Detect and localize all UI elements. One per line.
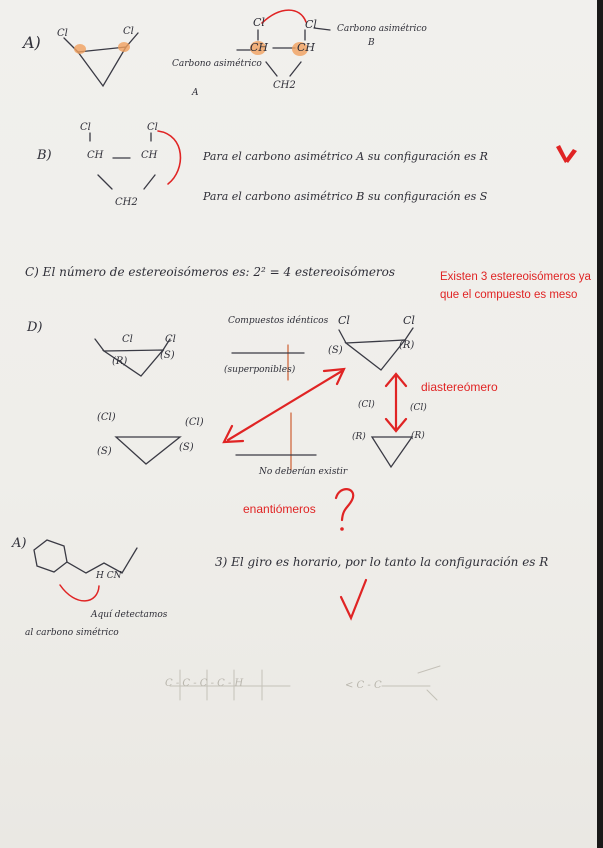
stereo-label: (Cl) bbox=[358, 400, 375, 410]
label-b-small: B bbox=[368, 38, 375, 48]
label-enantiomeros: enantiómeros bbox=[243, 502, 316, 516]
stereo-label: (Cl) bbox=[185, 417, 204, 428]
cl-label: Cl bbox=[253, 16, 265, 29]
stereo-label: (Cl) bbox=[97, 412, 116, 423]
label-d: D) bbox=[27, 320, 43, 335]
stereo-label: (R) bbox=[112, 356, 128, 367]
label-a2: A) bbox=[12, 536, 27, 551]
checkmark-2 bbox=[341, 580, 366, 618]
faint-lt: < C - C bbox=[345, 680, 382, 691]
cl-label: Cl bbox=[80, 122, 91, 133]
ch2-group: CH2 bbox=[273, 80, 296, 91]
stereo-label: Cl bbox=[122, 334, 133, 345]
question-mark bbox=[336, 489, 353, 520]
cyclopropane-d2 bbox=[116, 437, 180, 464]
note-aqui: Aquí detectamos bbox=[91, 610, 168, 620]
stereo-label: Cl bbox=[165, 334, 176, 345]
stereo-label: Cl bbox=[403, 314, 415, 327]
ch-group: CH bbox=[87, 150, 104, 161]
stereo-label: (R) bbox=[411, 431, 425, 441]
faint-chain: C - C - C - C - H bbox=[165, 678, 244, 689]
label-b: B) bbox=[37, 148, 52, 163]
note-carbono-b: Carbono asimétrico bbox=[337, 24, 427, 34]
answer-3: 3) El giro es horario, por lo tanto la configuración es R bbox=[215, 555, 549, 569]
h-cn: H CN bbox=[96, 571, 122, 581]
cyclopropane-d3 bbox=[346, 340, 405, 370]
stereo-label: (S) bbox=[160, 350, 175, 361]
section-c-text: C) El número de estereoisómeros es: 2² = 4 estereoisómeros bbox=[25, 265, 396, 279]
cyclopropane-d4 bbox=[372, 437, 412, 467]
answer-line-r: Para el carbono asimétrico A su configuración es R bbox=[203, 150, 488, 163]
cl-label: Cl bbox=[147, 122, 158, 133]
benzene-ring bbox=[34, 540, 67, 572]
ch-group: CH bbox=[250, 41, 269, 54]
note-carbono-a: Carbono asimétrico bbox=[172, 59, 262, 69]
note-superponibles: (superponibles) bbox=[224, 365, 296, 375]
ch-group: CH bbox=[141, 150, 158, 161]
stereo-label: (Cl) bbox=[410, 403, 427, 413]
note-carbono-simetrico: al carbono simétrico bbox=[25, 628, 119, 638]
correction-c: Existen 3 estereoisómeros ya que el compuesto es meso bbox=[440, 271, 591, 301]
label-diastereomero: diastereómero bbox=[421, 380, 498, 394]
note-no-deberian: No deberían existir bbox=[259, 467, 348, 477]
label-a-small: A bbox=[192, 88, 199, 98]
cl-label: Cl bbox=[57, 28, 68, 39]
note-compuestos: Compuestos idénticos bbox=[228, 316, 329, 326]
stereo-label: (S) bbox=[97, 446, 112, 457]
stereo-label: Cl bbox=[338, 314, 350, 327]
stereo-label: (R) bbox=[352, 432, 366, 442]
ch2-group: CH2 bbox=[115, 197, 138, 208]
stereo-label: (S) bbox=[179, 442, 194, 453]
stereo-label: (R) bbox=[399, 340, 415, 351]
label-a: A) bbox=[23, 33, 41, 52]
cl-label: Cl bbox=[123, 26, 134, 37]
answer-line-s: Para el carbono asimétrico B su configuración es S bbox=[203, 190, 488, 203]
checkmark-1 bbox=[556, 145, 577, 163]
ch-group: CH bbox=[297, 41, 316, 54]
cyclopropane-a bbox=[78, 47, 126, 86]
stereo-label: (S) bbox=[328, 345, 343, 356]
enantiomer-arrow bbox=[228, 371, 342, 440]
cl-label: Cl bbox=[305, 18, 317, 31]
